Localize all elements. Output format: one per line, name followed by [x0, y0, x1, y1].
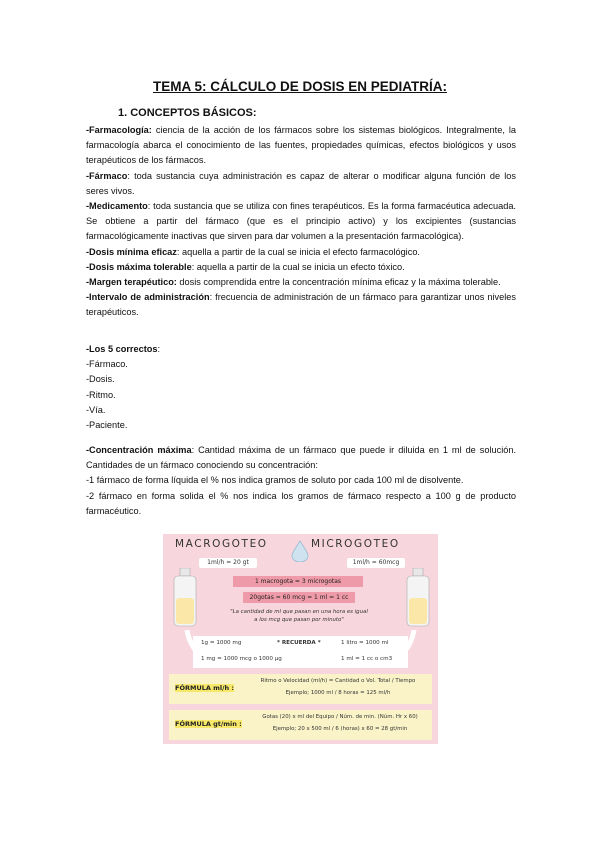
- list-item: -Fármaco.: [86, 359, 128, 370]
- concentracion-definition: -Concentración máxima: Cantidad máxima de un fármaco que puede ir diluida en 1 ml de solución. Cantidades de un fármaco conociendo su concentración:: [86, 445, 517, 471]
- iv-bottle-right-icon: [404, 568, 432, 628]
- rule-note: "La cantidad de ml que pasan en una hora es igual a los mcg que pasan por minuto": [230, 609, 368, 623]
- conversion-g-mg: 1g = 1000 mg: [201, 640, 242, 646]
- formula-gtmin-label: FÓRMULA gt/min :: [175, 720, 242, 728]
- definition-intervalo: -Intervalo de administración: frecuencia de administración de un fármaco para garantizar unos niveles terapéuticos.: [86, 292, 517, 318]
- page-title: TEMA 5: CÁLCULO DE DOSIS EN PEDIATRÍA:: [152, 79, 447, 94]
- formula-mlh-example: Ejemplo; 1000 ml / 8 horas = 125 ml/h: [285, 690, 391, 696]
- list-item: -Dosis.: [86, 374, 115, 385]
- goteo-infographic: [163, 534, 438, 744]
- macrogoteo-heading: MACROGOTEO: [175, 538, 268, 550]
- definition-margen: -Margen terapéutico: dosis comprendida entre la concentración mínima eficaz y la máxima tolerable.: [86, 277, 501, 288]
- recuerda-box: [193, 636, 408, 668]
- equivalence-1: 1 macrogota = 3 microgotas: [233, 576, 363, 587]
- definition-farmaco: -Fármaco: toda sustancia cuya administración es capaz de alterar o modificar alguna función de los seres vivos.: [86, 170, 516, 196]
- iv-bottle-left-icon: [171, 568, 199, 628]
- conversion-mg-mcg: 1 mg = 1000 mcg o 1000 µg: [201, 656, 282, 662]
- definition-farmacologia: -Farmacología: ciencia de la acción de los fármacos sobre los sistemas biológicos. Integralmente, la farmacología abarca el conocimiento de las fuentes, propiedades químicas, efectos biológicos y usos terapéuticos de los fármacos.: [86, 125, 516, 166]
- formula-gtmin-example: Ejemplo; 20 x 500 ml / 6 (horas) x 60 = 28 gt/min: [272, 726, 408, 732]
- macro-rate: 1ml/h = 20 gt: [199, 558, 257, 568]
- conversion-ml-cc: 1 ml = 1 cc o cm3: [341, 656, 393, 662]
- concentracion-line: -1 fármaco de forma líquida el % nos indica gramos de soluto por cada 100 ml de disolvente.: [86, 475, 464, 486]
- conversion-litro-ml: 1 litro = 1000 ml: [341, 640, 389, 646]
- correctos-block: [86, 342, 516, 433]
- concentracion-line: -2 fármaco en forma solida el % nos indica los gramos de fármaco respecto a 100 g de producto farmacéutico.: [86, 490, 516, 516]
- definition-medicamento: -Medicamento: toda sustancia que se utiliza con fines terapéuticos. Es la forma farmacéutica adecuada. Se obtiene a partir del fármaco (que es el principio activo) y los excipientes (sustancias farmacológicamente inactivas que sirven para dar volumen a la presentación farmacológica).: [86, 201, 516, 242]
- correctos-heading: -Los 5 correctos:: [86, 344, 161, 354]
- equivalence-2: 20gotas = 60 mcg = 1 ml = 1 cc: [243, 592, 355, 603]
- micro-rate: 1ml/h = 60mcg: [347, 558, 405, 568]
- concentracion-block: [86, 443, 516, 519]
- microgoteo-heading: MICROGOTEO: [311, 538, 400, 550]
- section-heading: 1. CONCEPTOS BÁSICOS:: [118, 107, 257, 119]
- formula-mlh-label: FÓRMULA ml/h :: [175, 684, 235, 692]
- list-item: -Ritmo.: [86, 389, 116, 400]
- list-item: -Paciente.: [86, 420, 128, 431]
- formula-gtmin-text: Gotas (20) x ml del Equipo / Núm. de min. (Núm. Hr x 60): [262, 714, 418, 720]
- definition-dosis-minima: -Dosis mínima eficaz: aquella a partir de la cual se inicia el efecto farmacológico.: [86, 246, 420, 257]
- recuerda-label: * RECUERDA *: [277, 640, 321, 646]
- definitions-block: [86, 123, 516, 321]
- list-item: -Vía.: [86, 404, 106, 415]
- formula-mlh-text: Ritmo o Velocidad (ml/h) = Cantidad o Vol. Total / Tiempo: [260, 678, 416, 684]
- drop-icon: [289, 540, 311, 562]
- definition-dosis-maxima: -Dosis máxima tolerable: aquella a partir de la cual se inicia un efecto tóxico.: [86, 261, 405, 272]
